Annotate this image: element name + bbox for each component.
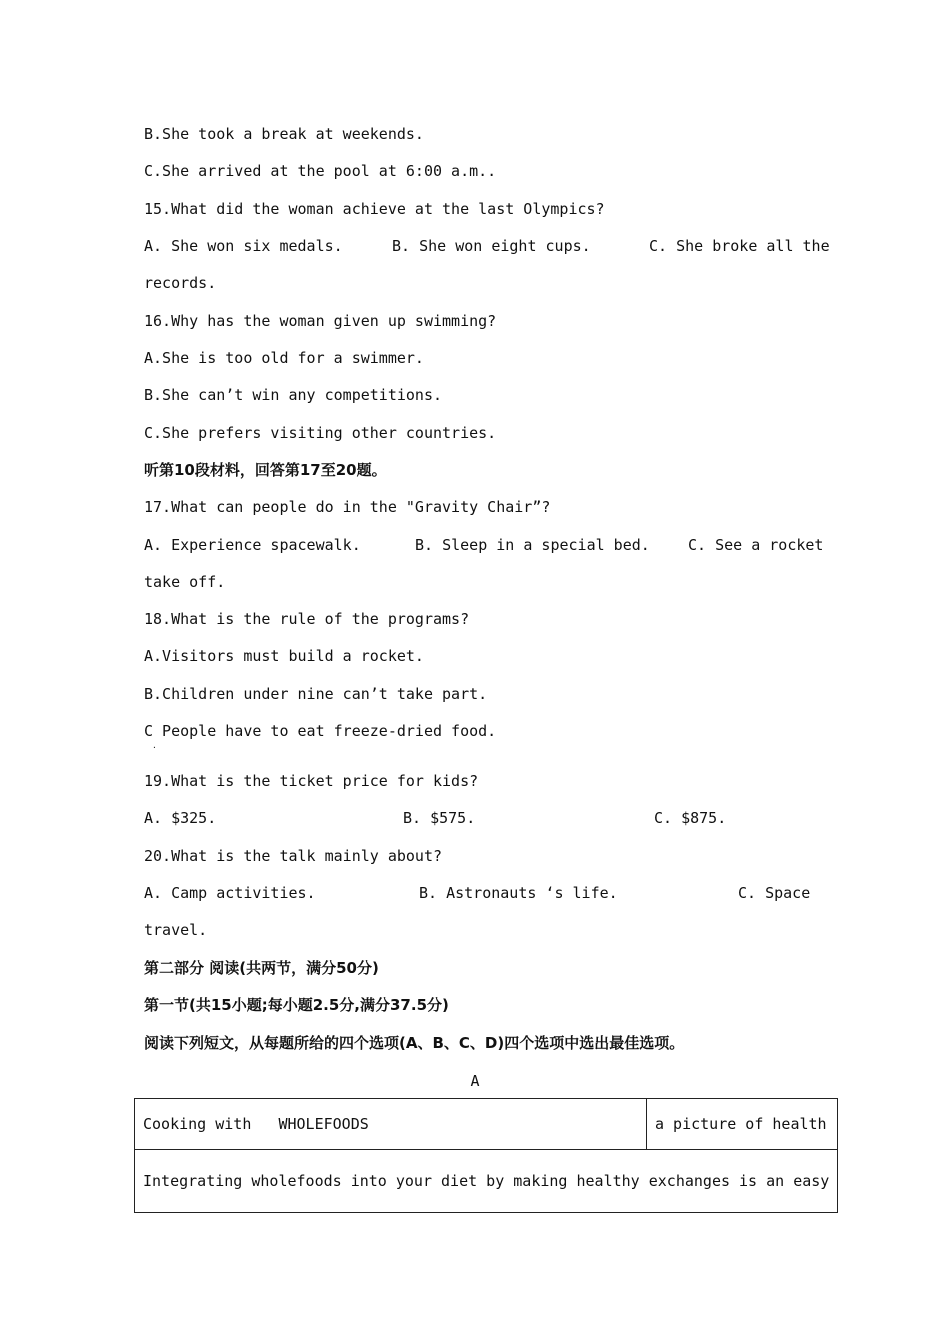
stray-mark: ·: [152, 743, 157, 752]
passage-label: A: [470, 1072, 480, 1090]
q16-option-a: A.She is too old for a swimmer.: [144, 349, 424, 367]
q15-option-c: C. She broke all the: [649, 237, 830, 255]
table-body-text: Integrating wholefoods into your diet by making healthy exchanges is an easy: [135, 1150, 838, 1213]
table-header-title: Cooking with WHOLEFOODS: [135, 1099, 647, 1150]
q16-option-c: C.She prefers visiting other countries.: [144, 424, 497, 442]
q20-option-c: C. Space: [738, 884, 811, 902]
wholefoods-table: [134, 1098, 838, 1213]
q15-option-c-continued: records.: [144, 274, 217, 292]
q19-option-b: B. $575.: [403, 809, 476, 827]
q20-option-b: B. Astronauts ‘s life.: [419, 884, 618, 902]
q19-option-a: A. $325.: [144, 809, 217, 827]
table-body-row: [135, 1150, 838, 1213]
q15-option-b: B. She won eight cups.: [392, 237, 591, 255]
q17-option-b: B. Sleep in a special bed.: [415, 536, 650, 554]
section-10-heading: 听第10段材料，回答第17至20题。: [144, 461, 387, 479]
q19-option-c: C. $875.: [654, 809, 727, 827]
q17-option-a: A. Experience spacewalk.: [144, 536, 361, 554]
q17-option-c: C. See a rocket: [688, 536, 824, 554]
q18-option-a: A.Visitors must build a rocket.: [144, 647, 424, 665]
q17-question: 17.What can people do in the "Gravity Chair”?: [144, 498, 551, 516]
q14-option-b: B.She took a break at weekends.: [144, 125, 424, 143]
section-1-heading: 第一节(共15小题;每小题2.5分,满分37.5分): [144, 996, 449, 1014]
q16-question: 16.Why has the woman given up swimming?: [144, 312, 497, 330]
q18-option-c: C People have to eat freeze-dried food.: [144, 722, 497, 740]
q20-option-a: A. Camp activities.: [144, 884, 316, 902]
q19-question: 19.What is the ticket price for kids?: [144, 772, 479, 790]
q15-option-a: A. She won six medals.: [144, 237, 343, 255]
q18-option-b: B.Children under nine can’t take part.: [144, 685, 488, 703]
q14-option-c: C.She arrived at the pool at 6:00 a.m..: [144, 162, 497, 180]
part-2-heading: 第二部分 阅读(共两节，满分50分): [144, 959, 379, 977]
q17-option-c-continued: take off.: [144, 573, 226, 591]
q15-question: 15.What did the woman achieve at the last Olympics?: [144, 200, 605, 218]
q16-option-b: B.She can’t win any competitions.: [144, 386, 443, 404]
reading-instruction: 阅读下列短文，从每题所给的四个选项(A、B、C、D)四个选项中选出最佳选项。: [144, 1034, 685, 1052]
q20-question: 20.What is the talk mainly about?: [144, 847, 443, 865]
q20-option-c-continued: travel.: [144, 921, 208, 939]
table-header-tagline: a picture of health: [647, 1099, 838, 1150]
q18-question: 18.What is the rule of the programs?: [144, 610, 470, 628]
table-header-row: [135, 1099, 838, 1150]
